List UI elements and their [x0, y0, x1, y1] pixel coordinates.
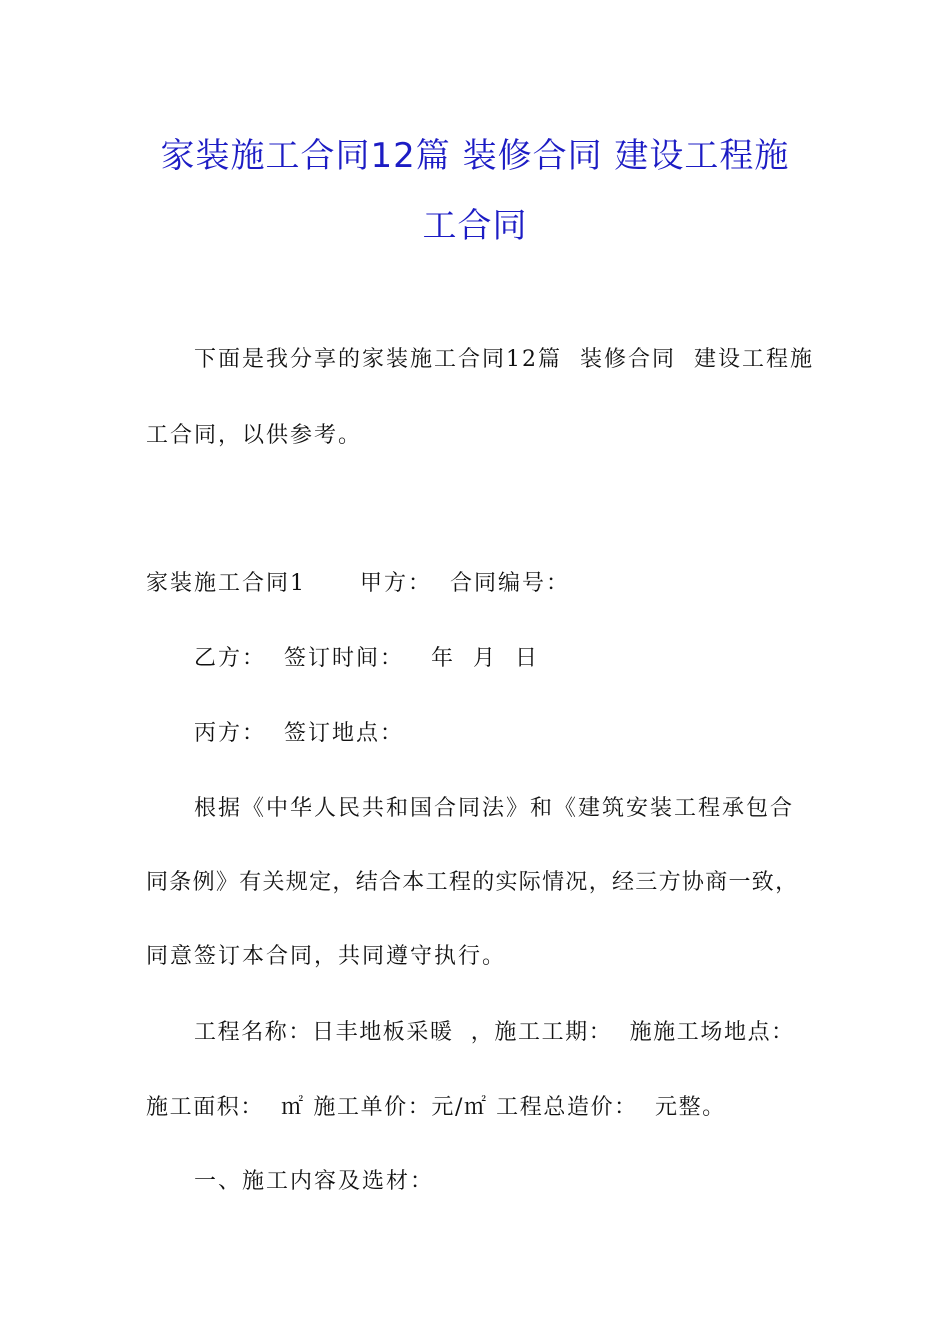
intro-line-1: 下面是我分享的家装施工合同12篇 装修合同 建设工程施 — [194, 347, 814, 372]
project-line-1: 工程名称：日丰地板采暖 ，施工工期： 施施工场地点： — [194, 1020, 795, 1045]
section-1-heading: 一、施工内容及选材： — [194, 1169, 435, 1194]
basis-line-3: 同意签订本合同，共同遵守执行。 — [146, 944, 507, 969]
basis-line-1: 根据《中华人民共和国合同法》和《建筑安装工程承包合 — [194, 796, 795, 821]
document-title-line-1: 家装施工合同12篇 装修合同 建设工程施 — [160, 136, 790, 176]
basis-line-2: 同条例》有关规定，结合本工程的实际情况，经三方协商一致， — [146, 870, 799, 895]
party-c-line: 丙方： 签订地点： — [194, 721, 404, 746]
party-b-line: 乙方： 签订时间： 年 月 日 — [194, 646, 539, 671]
intro-line-2: 工合同，以供参考。 — [146, 423, 363, 448]
document-title-line-2: 工合同 — [422, 206, 528, 246]
contract-header: 家装施工合同1 甲方： 合同编号： — [146, 571, 570, 596]
project-line-2: 施工面积： ㎡ 施工单价：元/㎡ 工程总造价： 元整。 — [146, 1095, 726, 1120]
